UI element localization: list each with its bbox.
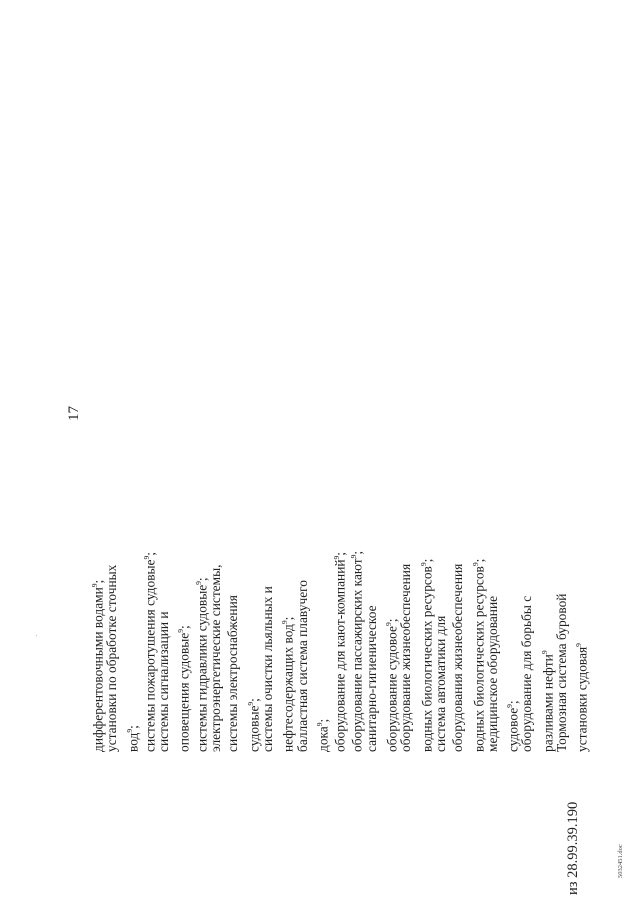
line-text: нефтесодержащих вод: [280, 624, 296, 752]
line-text: судовое: [505, 707, 521, 752]
line-punctuation: ;: [176, 625, 192, 630]
list-line: [432, 492, 449, 752]
line-text: оповещения судовые: [176, 632, 192, 752]
list-line: [380, 492, 400, 752]
line-text: водных биологических ресурсов: [471, 566, 486, 752]
line-text: разливами нефти: [540, 654, 556, 752]
line-punctuation: ;: [349, 550, 365, 555]
list-line: [207, 492, 224, 752]
line-punctuation: ;: [471, 558, 486, 563]
list-line: [259, 492, 276, 752]
list-line: [86, 492, 106, 752]
footnote-marker: 9: [332, 555, 342, 560]
line-text: системы очистки льяльных и: [259, 586, 275, 752]
line-text: Тормозная система буровой: [554, 593, 570, 752]
footnote-marker: 9: [280, 620, 290, 625]
line-text: вод: [125, 732, 141, 752]
footnote-marker: 9: [314, 722, 324, 727]
file-name: 5032451.doc: [617, 844, 624, 878]
footnote-marker: 9: [90, 583, 99, 588]
list-line: [311, 492, 331, 752]
footnote-marker: 9: [384, 622, 394, 627]
line-text: системы пожаротушения судовые: [142, 559, 158, 752]
line-text: электроэнергетические системы,: [208, 564, 224, 752]
line-punctuation: ;: [125, 725, 141, 729]
list-line: [467, 492, 484, 752]
line-text: санитарно-гигиеническое: [363, 605, 379, 752]
line-text: установки судовая: [574, 646, 590, 752]
list-line: [501, 492, 521, 752]
classification-code: из 28.99.39.190: [565, 801, 581, 895]
list-line: [415, 492, 435, 752]
footnote-marker: 9: [349, 554, 359, 559]
list-line: [294, 492, 311, 752]
list-line: [570, 492, 590, 752]
footnote-marker: 9: [124, 728, 134, 733]
footnote-marker: 9: [176, 629, 186, 633]
line-text: оборудование судовое: [384, 626, 400, 752]
list-line: [103, 492, 120, 752]
line-text: системы сигнализации и: [156, 611, 172, 752]
list-line: [328, 492, 348, 752]
list-line: [536, 492, 556, 752]
footnote-marker: 9: [574, 643, 584, 647]
line-text: дифферентовочными водами: [90, 587, 106, 752]
list-line: [484, 492, 501, 752]
line-text: оборудование жизнеобеспечения: [398, 563, 414, 752]
line-punctuation: ;: [194, 577, 210, 582]
list-line: [553, 492, 570, 752]
footnote-marker: 9: [539, 650, 549, 655]
scan-speck: [36, 635, 37, 636]
list-line: [138, 492, 158, 752]
list-line: [242, 492, 262, 752]
line-text: оборудование пассажирских кают: [349, 558, 365, 752]
line-punctuation: ;: [384, 618, 400, 623]
list-line: [172, 492, 192, 752]
line-text: системы электроснабжения: [225, 595, 241, 752]
line-text: медицинское оборудование: [484, 595, 500, 752]
line-text: оборудование для борьбы с: [519, 595, 535, 752]
list-line: [276, 492, 296, 752]
line-text: водных биологических ресурсов: [419, 566, 435, 752]
list-line: [345, 492, 365, 752]
list-line: [518, 492, 535, 752]
list-line: [363, 492, 380, 752]
line-text: оборудование для кают-компаний: [332, 559, 348, 752]
line-punctuation: ;: [505, 700, 521, 705]
footnote-marker: 9: [141, 555, 151, 560]
line-text: система автоматики для: [432, 615, 448, 752]
line-punctuation: ;: [280, 616, 296, 621]
line-text: системы гидравлики судовые: [194, 584, 210, 752]
list-line: [190, 492, 210, 752]
line-punctuation: ;: [90, 579, 106, 584]
line-text: установки по обработке сточных: [104, 564, 120, 752]
list-line: [121, 492, 141, 752]
line-punctuation: ;: [315, 718, 331, 723]
line-text: судовые: [246, 705, 262, 752]
line-punctuation: ;: [332, 551, 348, 556]
line-punctuation: ;: [142, 552, 158, 556]
footnote-marker: 9: [193, 581, 203, 585]
page-number: 17: [66, 406, 82, 421]
footnote-marker: 9: [505, 704, 515, 708]
equipment-list: [86, 492, 588, 752]
list-line: [155, 492, 172, 752]
list-line: [449, 492, 466, 752]
footnote-marker: 9: [470, 562, 480, 567]
line-punctuation: ;: [419, 558, 435, 563]
line-punctuation: ;: [246, 698, 262, 702]
list-line: [224, 492, 241, 752]
line-text: дока: [315, 726, 331, 752]
line-text: балластная система плавучего: [294, 580, 310, 752]
footnote-marker: 9: [418, 562, 428, 567]
line-text: оборудования жизнеобеспечения: [450, 563, 466, 752]
footnote-marker: 9: [245, 701, 255, 706]
list-line: [397, 492, 414, 752]
